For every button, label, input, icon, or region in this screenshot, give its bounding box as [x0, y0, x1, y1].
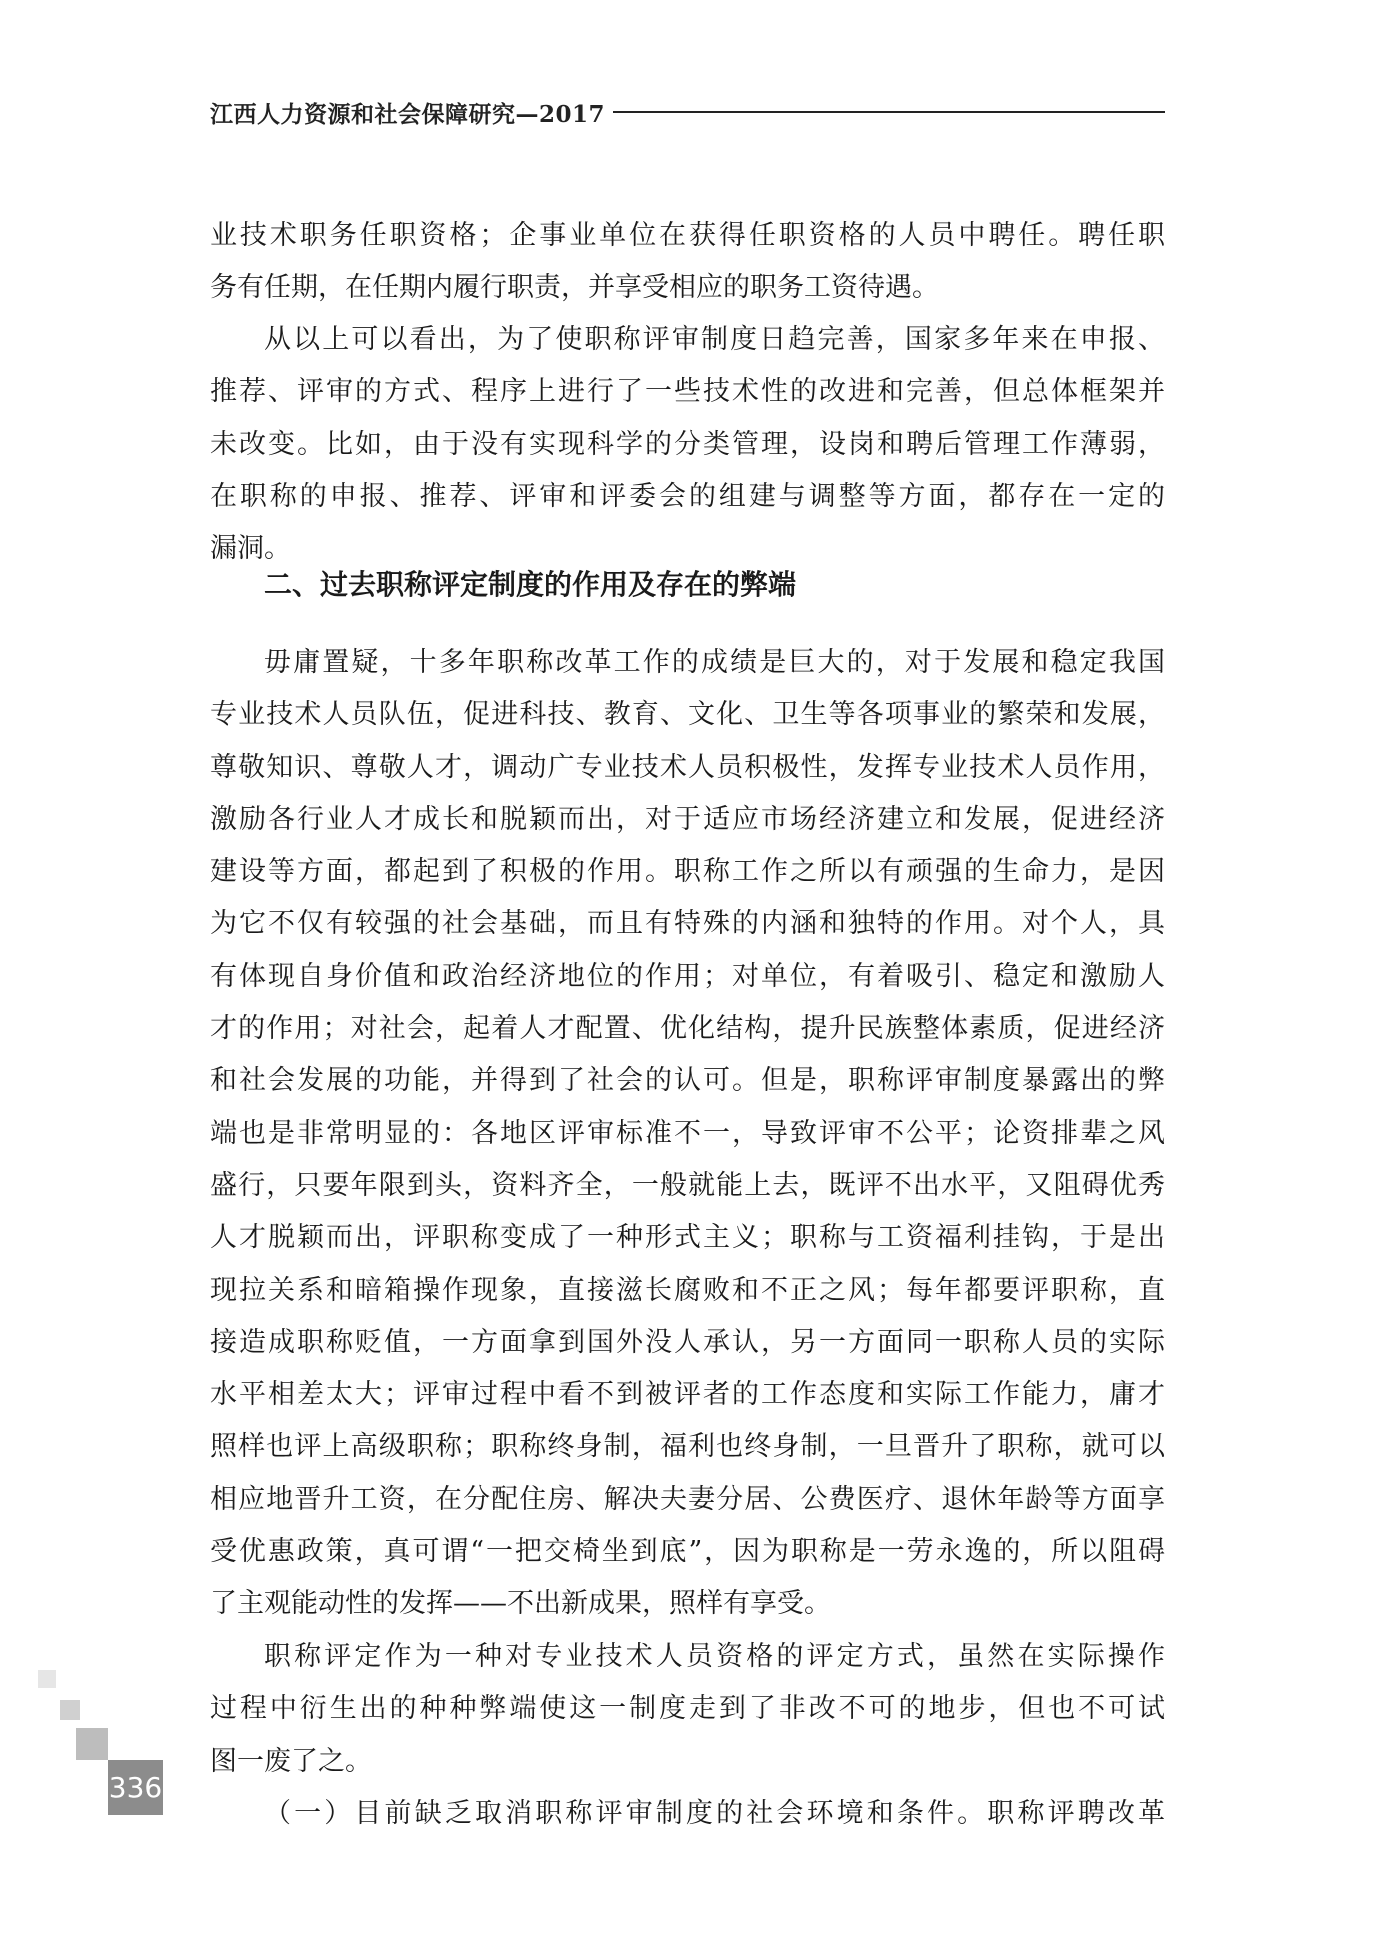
text-line: （一）目前缺乏取消职称评审制度的社会环境和条件。职称评聘改革: [264, 1798, 1165, 1829]
running-header-title: 江西人力资源和社会保障研究—2017: [210, 100, 606, 128]
text-line: 激励各行业人才成长和脱颖而出，对于适应市场经济建立和发展，促进经济: [210, 803, 1165, 835]
text-line: 尊敬知识、尊敬人才，调动广专业技术人员积极性，发挥专业技术人员作用，: [210, 751, 1165, 783]
text-line: 和社会发展的功能，并得到了社会的认可。但是，职称评审制度暴露出的弊: [210, 1065, 1165, 1097]
text-line: 有体现自身价值和政治经济地位的作用；对单位，有着吸引、稳定和激励人: [210, 960, 1165, 992]
text-line: 受优惠政策，真可谓“一把交椅坐到底”，因为职称是一劳永逸的，所以阻碍: [210, 1536, 1165, 1568]
text-line: 过程中衍生出的种种弊端使这一制度走到了非改不可的地步，但也不可试: [210, 1693, 1165, 1725]
text-line: 建设等方面，都起到了积极的作用。职称工作之所以有顽强的生命力，是因: [210, 856, 1165, 888]
text-line: 专业技术人员队伍，促进科技、教育、文化、卫生等各项事业的繁荣和发展，: [210, 699, 1165, 731]
text-line: 务有任期，在任期内履行职责，并享受相应的职务工资待遇。: [210, 272, 939, 304]
text-line: 未改变。比如，由于没有实现科学的分类管理，设岗和聘后管理工作薄弱，: [210, 428, 1165, 460]
section-heading: 二、过去职称评定制度的作用及存在的弊端: [264, 568, 797, 601]
text-line: 业技术职务任职资格；企事业单位在获得任职资格的人员中聘任。聘任职: [210, 220, 1165, 251]
text-line: 了主观能动性的发挥——不出新成果，照样有享受。: [210, 1588, 831, 1620]
text-line: 人才脱颖而出，评职称变成了一种形式主义；职称与工资福利挂钩，于是出: [210, 1222, 1165, 1254]
decorative-square: [60, 1700, 80, 1720]
text-line: 在职称的申报、推荐、评审和评委会的组建与调整等方面，都存在一定的: [210, 480, 1165, 512]
page-number: [108, 1760, 163, 1815]
decorative-square: [76, 1728, 108, 1760]
text-line: 盛行，只要年限到头，资料齐全，一般就能上去，既评不出水平，又阻碍优秀: [210, 1169, 1165, 1201]
text-line: 毋庸置疑，十多年职称改革工作的成绩是巨大的，对于发展和稳定我国: [264, 647, 1165, 678]
paragraph-role-and-drawbacks: [210, 637, 1165, 1631]
text-line: 现拉关系和暗箱操作现象，直接滋长腐败和不正之风；每年都要评职称，直: [210, 1274, 1165, 1306]
text-line: 推荐、评审的方式、程序上进行了一些技术性的改进和完善，但总体框架并: [210, 376, 1165, 408]
running-header: [210, 92, 1165, 132]
paragraph-continuation: [210, 210, 1165, 315]
text-line: 相应地晋升工资，在分配住房、解决夫妻分居、公费医疗、退休年龄等方面享: [210, 1483, 1165, 1515]
text-line: 为它不仅有较强的社会基础，而且有特殊的内涵和独特的作用。对个人，具: [210, 908, 1165, 940]
text-line: 才的作用；对社会，起着人才配置、优化结构，提升民族整体素质，促进经济: [210, 1013, 1165, 1045]
text-line: 接造成职称贬值，一方面拿到国外没人承认，另一方面同一职称人员的实际: [210, 1326, 1165, 1358]
text-line: 职称评定作为一种对专业技术人员资格的评定方式，虽然在实际操作: [264, 1641, 1165, 1672]
paragraph-summary: [210, 314, 1165, 575]
text-line: 端也是非常明显的：各地区评审标准不一，导致评审不公平；论资排辈之风: [210, 1117, 1165, 1149]
text-line: 水平相差太大；评审过程中看不到被评者的工作态度和实际工作能力，庸才: [210, 1379, 1165, 1411]
text-line: 从以上可以看出，为了使职称评审制度日趋完善，国家多年来在申报、: [264, 324, 1165, 355]
text-line: 漏洞。: [210, 533, 291, 565]
paragraph-subsection-one: [210, 1788, 1165, 1840]
decorative-square: [38, 1670, 56, 1688]
paragraph-evaluation-method: [210, 1631, 1165, 1788]
text-line: 照样也评上高级职称；职称终身制，福利也终身制，一旦晋升了职称，就可以: [210, 1431, 1165, 1463]
header-rule: [613, 111, 1165, 113]
page-number-text: 336: [108, 1771, 163, 1804]
text-line: 图一废了之。: [210, 1745, 372, 1777]
